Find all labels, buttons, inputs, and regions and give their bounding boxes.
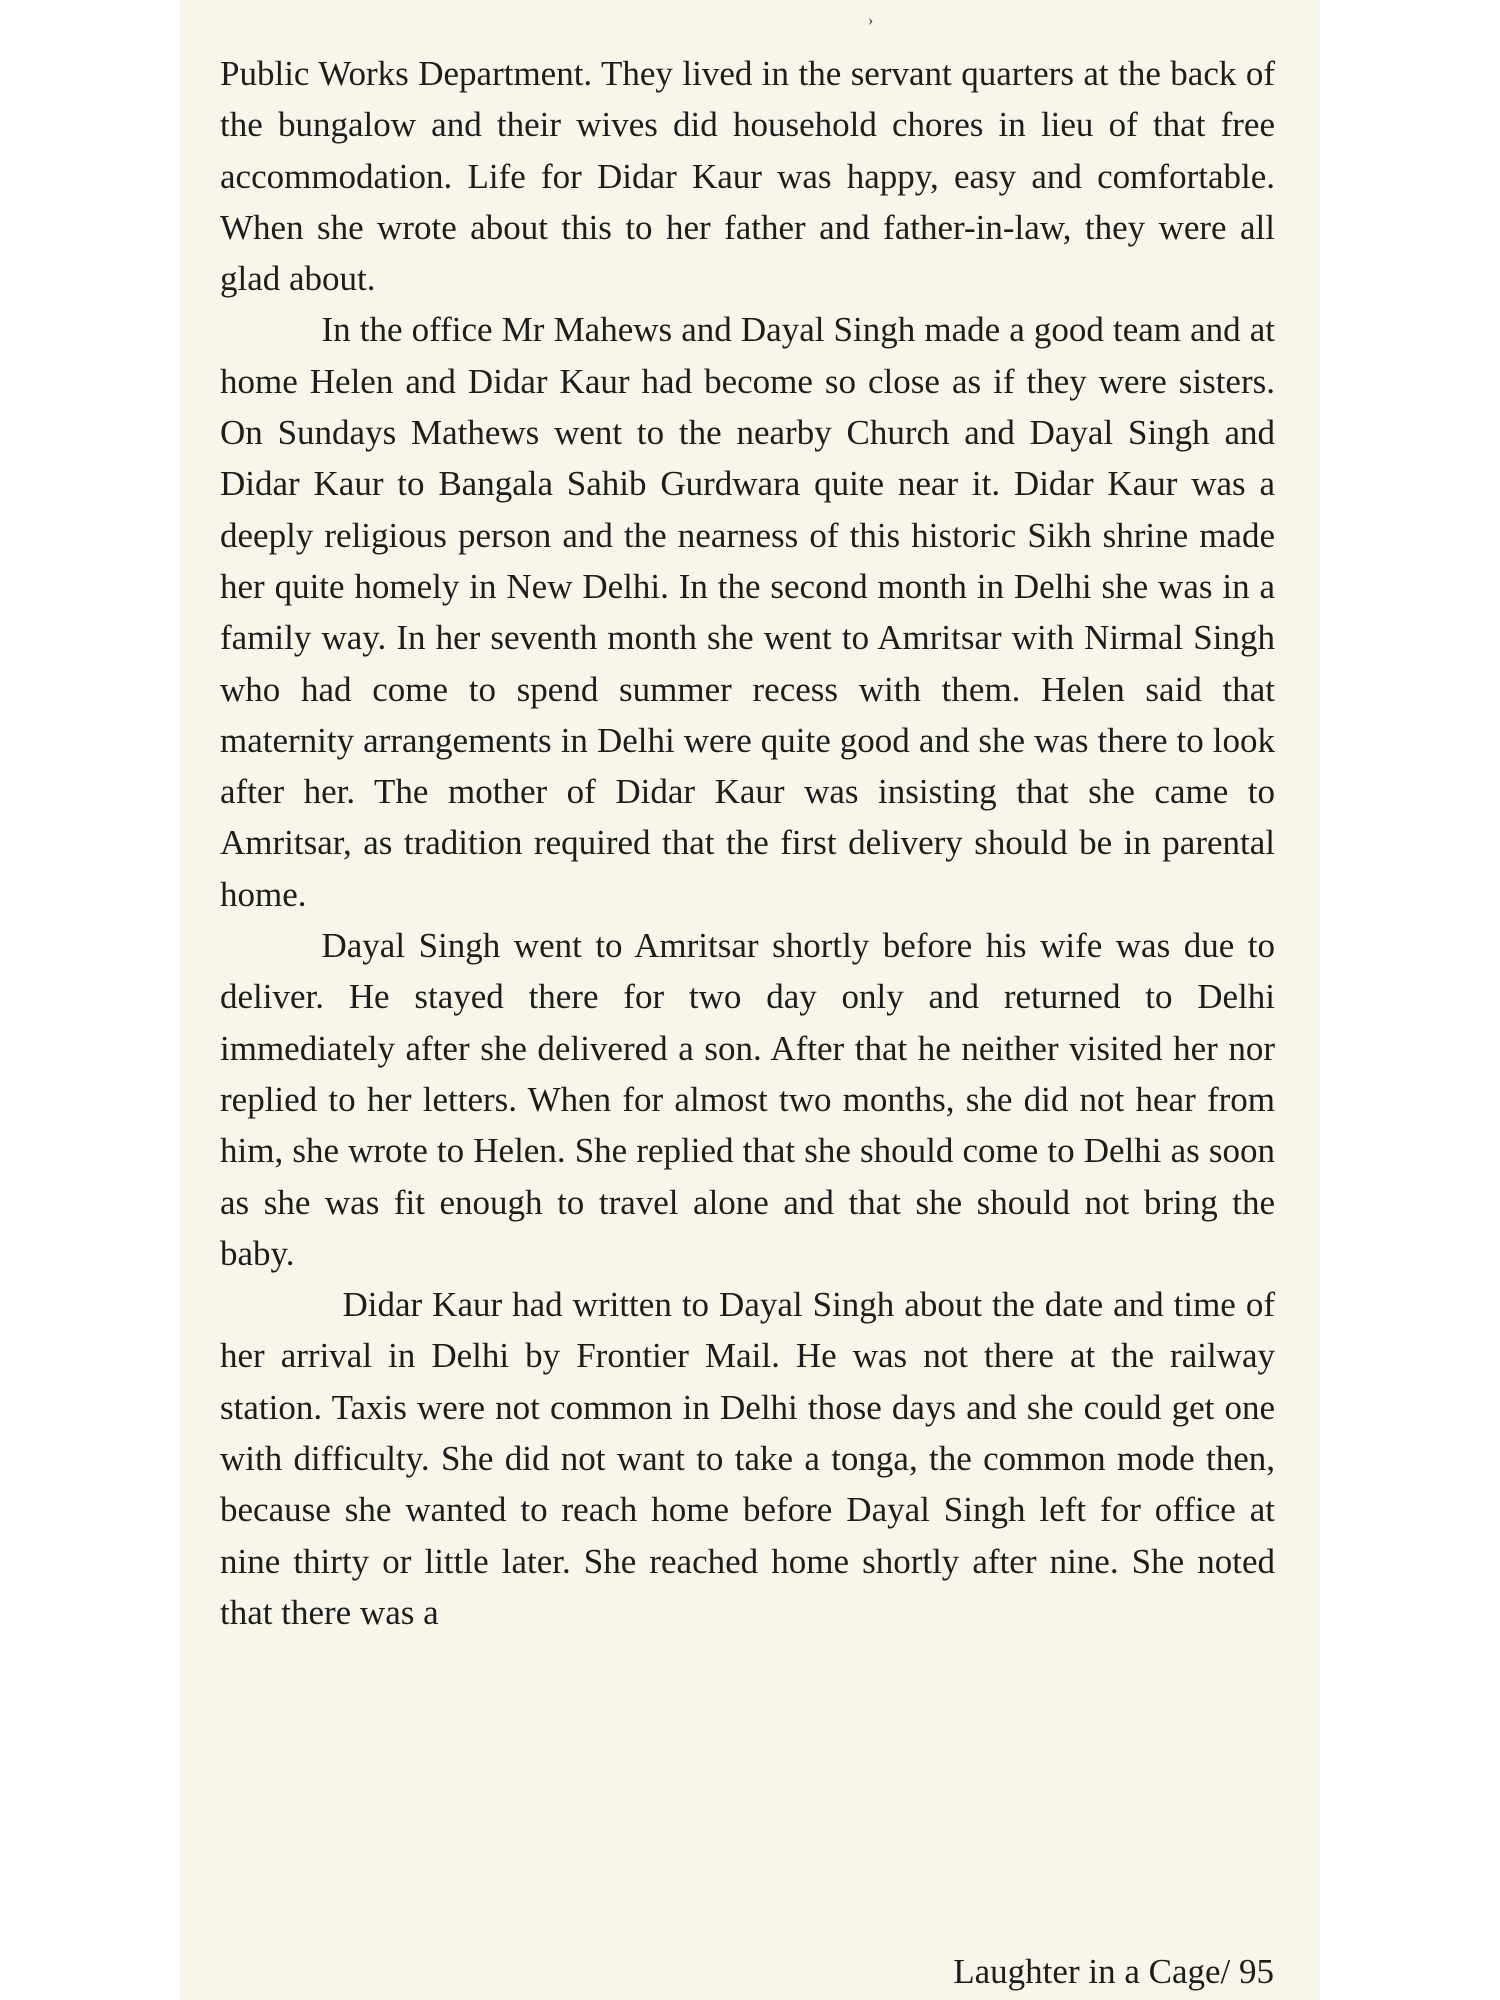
book-page (180, 0, 1320, 2000)
paragraph-4: Didar Kaur had written to Dayal Singh about the date and time of her arrival in Delhi by Frontier Mail. He was not there at the railway station. Taxis were not common in Delhi those days and she could get one with difficulty. She did not want to take a tonga, the common mode then, because she wanted to reach home before Dayal Singh left for office at nine thirty or little later. She reached home shortly after nine. She noted that there was a (220, 1285, 1275, 1632)
paragraph-2: In the office Mr Mahews and Dayal Singh made a good team and at home Helen and Didar Kaur had become so close as if they were sisters. On Sundays Mathews went to the nearby Church and Dayal Singh and Didar Kaur to Bangala Sahib Gurdwara quite near it. Didar Kaur was a deeply religious person and the nearness of this historic Sikh shrine made her quite homely in New Delhi. In the second month in Delhi she was in a family way. In her seventh month she went to Amritsar with Nirmal Singh who had come to spend summer recess with them. Helen said that maternity arrangements in Delhi were quite good and she was there to look after her. The mother of Didar Kaur was insisting that she came to Amritsar, as tradition required that the first delivery should be in parental home. (220, 310, 1275, 914)
running-footer: Laughter in a Cage/ 95 (953, 1952, 1274, 1991)
page-mark: › (868, 12, 874, 29)
body-text (220, 48, 1275, 1638)
paragraph-3: Dayal Singh went to Amritsar shortly before his wife was due to deliver. He stayed there for two day only and returned to Delhi immediately after she delivered a son. After that he neither visited her nor replied to her letters. When for almost two months, she did not hear from him, she wrote to Helen. She replied that she should come to Delhi as soon as she was fit enough to travel alone and that she should not bring the baby. (220, 926, 1275, 1273)
paragraph-1: Public Works Department. They lived in the servant quarters at the back of the bungalow and their wives did household chores in lieu of that free accommodation. Life for Didar Kaur was happy, easy and comfortable. When she wrote about this to her father and father-in-law, they were all glad about. (220, 54, 1275, 299)
